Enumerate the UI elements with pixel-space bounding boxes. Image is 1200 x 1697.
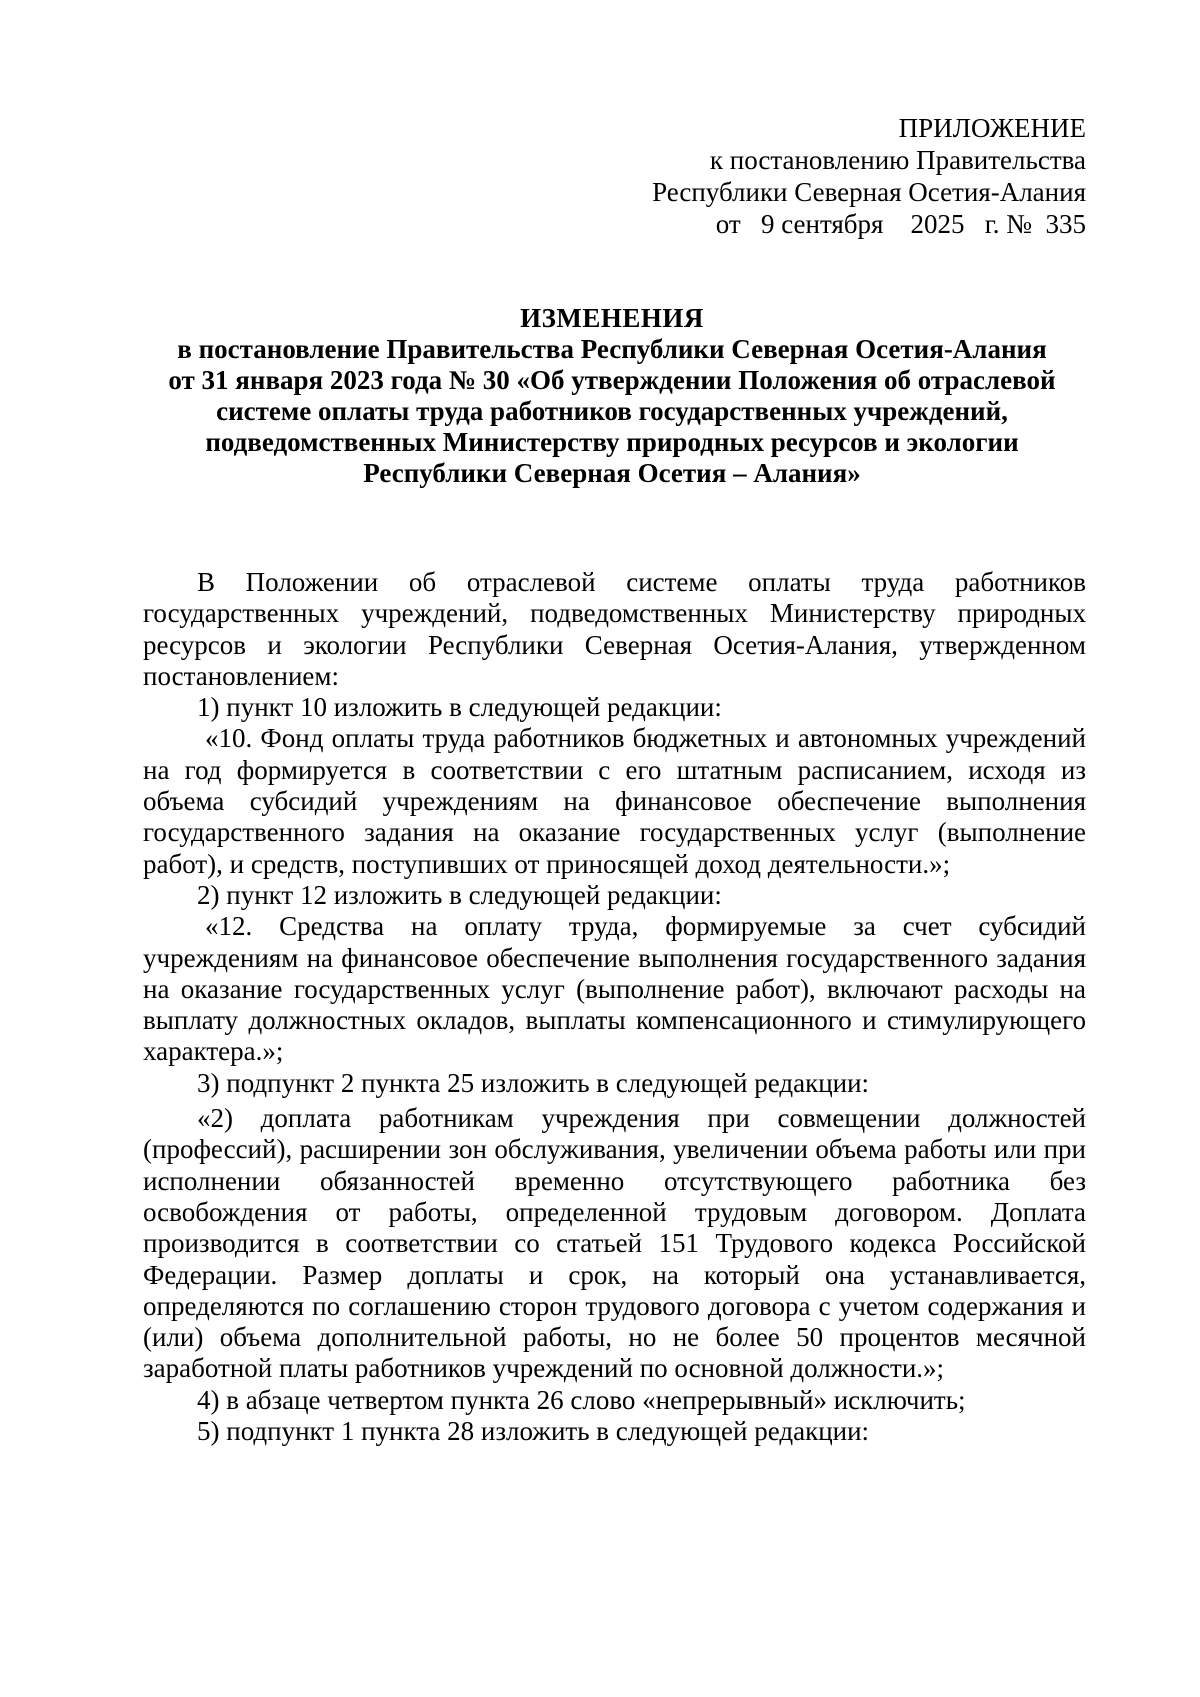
title-line-3: системе оплаты труда работников государственных учреждений, — [216, 396, 1008, 426]
appendix-government: Республики Северная Осетия-Алания — [652, 177, 1086, 207]
item-3-text: «2) доплата работникам учреждения при совмещении должностей (профессий), расширении зон обслуживания, увеличении объема работы или при исполнении обязанностей временно отсутствующего работника без освобождения от работы, определенной трудовым договором. Доплата производится в соответствии со статьей 151 Трудового кодекса Российской Федерации. Размер доплаты и срок, на который она устанавливается, определяются по соглашению сторон трудового договора с учетом содержания и (или) объема дополнительной работы, но не более 50 процентов месячной заработной платы работников учреждений по основной должности.»; — [143, 1103, 1086, 1384]
document-body — [143, 567, 1086, 1447]
item-3: 3) подпункт 2 пункта 25 изложить в следующей редакции: — [197, 1067, 870, 1098]
item-2-text: «12. Средства на оплату труда, формируемые за счет субсидий учреждениям на финансовое обеспечение выполнения государственного задания на оказание государственных услуг (выполнение работ), включают расходы на выплату должностных окладов, выплаты компенсационного и стимулирующего характера.»; — [143, 911, 1086, 1067]
document-title — [138, 303, 1086, 489]
appendix-header — [652, 112, 1086, 240]
item-4: 4) в абзаце четвертом пункта 26 слово «непрерывный» исключить; — [197, 1384, 966, 1415]
appendix-date-number: от 9 сентября 2025 г. № 335 — [715, 209, 1086, 239]
item-1-text: «10. Фонд оплаты труда работников бюджетных и автономных учреждений на год формируется в соответствии с его штатным расписанием, исходя из объема субсидий учреждениям на финансовое обеспечение выполнения государственного задания на оказание государственных услуг (выполнение работ), и средств, поступивших от приносящей доход деятельности.»; — [143, 723, 1086, 879]
title-line-4: подведомственных Министерству природных ресурсов и экологии — [205, 427, 1019, 457]
item-2: 2) пункт 12 изложить в следующей редакции: — [197, 879, 722, 910]
title-line-5: Республики Северная Осетия – Алания» — [363, 458, 861, 488]
title-line-1: в постановление Правительства Республики Северная Осетия-Алания — [177, 334, 1047, 364]
title-line-2: от 31 января 2023 года № 30 «Об утверждении Положения об отраслевой — [168, 365, 1056, 395]
appendix-reference: к постановлению Правительства — [709, 145, 1086, 175]
intro-paragraph: В Положении об отраслевой системе оплаты труда работников государственных учреждений, подведомственных Министерству природных ресурсов и экологии Республики Северная Осетия-Алания, утвержденном постановлением: — [143, 567, 1086, 691]
item-1: 1) пункт 10 изложить в следующей редакции: — [197, 692, 722, 723]
appendix-label: ПРИЛОЖЕНИЕ — [898, 113, 1086, 143]
title-heading: ИЗМЕНЕНИЯ — [520, 303, 704, 333]
item-5: 5) подпункт 1 пункта 28 изложить в следующей редакции: — [197, 1416, 870, 1447]
